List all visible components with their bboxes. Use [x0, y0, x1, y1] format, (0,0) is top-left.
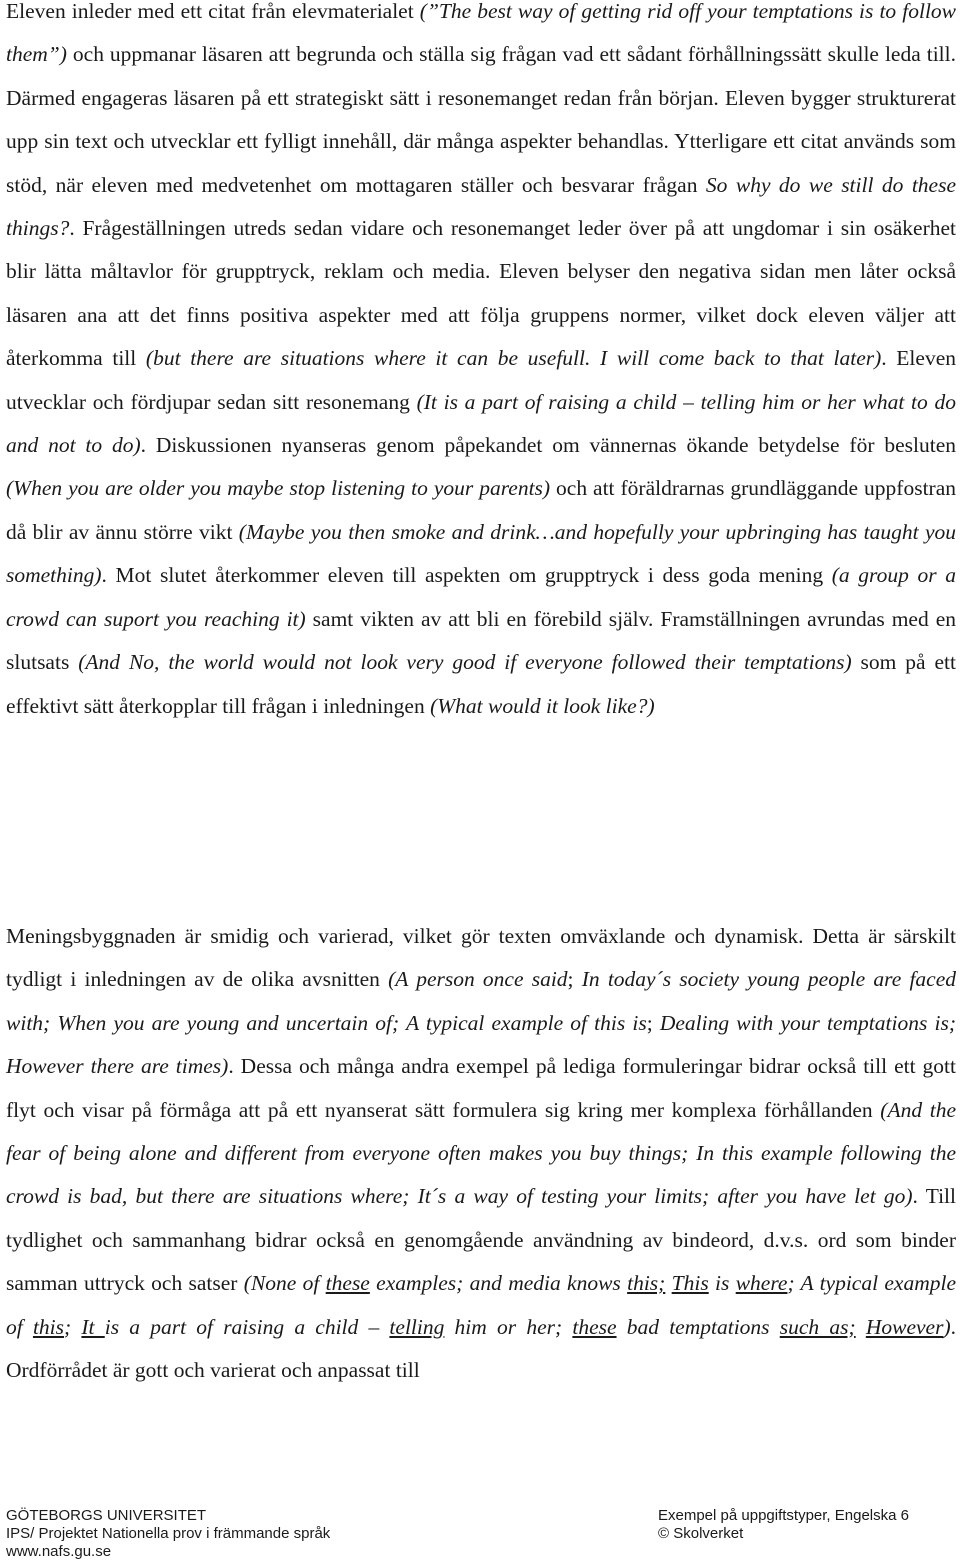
quoted-excerpt: (but there are situations where it can be usefull. I will come back to that later) [145, 346, 882, 371]
quoted-excerpt: (None of [243, 1271, 326, 1296]
body-paragraph-2: Meningsbyggnaden är smidig och varierad, vilket gör texten omväxlande och dynamisk. Detta är särskilt tydligt i inledningen av de olika avsnitten (A person once said; In today´s society young people are faced with; When you are young and uncertain of; A typical example of this is; Dealing with your temptations is; However there are times). Dessa och många andra exempel på lediga formuleringar bidrar också till ett gott flyt och visar på förmåga att på ett nyanserat sätt formulera sig kring mer komplexa förhållanden (And the fear of being alone and different from everyone often makes you buy things; In this example following the crowd is bad, but there are situations where; It´s a way of testing your limits; after you have let go). Till tydlighet och sammanhang bidrar också en genomgående användning av bindeord, d.v.s. ord som binder samman uttryck och satser (None of these examples; and media knows this; This is where; A typical example of this; It is a part of raising a child – telling him or her; these bad temptations such as; However). Ordförrådet är gott och varierat och anpassat till [6, 924, 957, 1383]
quoted-excerpt: So why do we still do these things? [6, 172, 956, 241]
quoted-excerpt: (It is a part of raising a child – telling him or her what to do and not to do) [6, 389, 957, 458]
quoted-excerpt: him or her; [444, 1314, 573, 1339]
footer-right [658, 1507, 909, 1543]
underlined-connective: such as; [779, 1314, 856, 1339]
quoted-excerpt: ; A typical example of [6, 1271, 957, 1339]
underlined-connective: these [572, 1314, 617, 1339]
quoted-excerpt: examples; and media knows [369, 1271, 628, 1296]
underlined-connective: However [865, 1314, 944, 1339]
quoted-excerpt: ; [64, 1314, 82, 1339]
footer-copyright: © Skolverket [658, 1525, 744, 1542]
quoted-excerpt: (”The best way of getting rid off your temptations is to follow them”) [6, 0, 957, 67]
quoted-excerpt: (And the fear of being alone and different from everyone often makes you buy things; In this example following the crowd is bad, but there are situations where; It´s a way of testing your limits; after you have let go) [6, 1097, 956, 1209]
underlined-connective: telling [389, 1314, 445, 1339]
footer-university: GÖTEBORGS UNIVERSITET [6, 1507, 207, 1524]
quoted-excerpt: ) [943, 1314, 951, 1339]
underlined-connective: these [325, 1271, 370, 1296]
quoted-excerpt: (And No, the world would not look very good if everyone followed their temptations) [78, 650, 852, 675]
quoted-excerpt: In today´s society young people are faced with; When you are young and uncertain of; A typical example of this is [6, 967, 956, 1035]
body-paragraph-1: Eleven inleder med ett citat från elevmaterialet (”The best way of getting rid off your temptations is to follow them”) och uppmanar läsaren att begrunda och ställa sig frågan vad ett sådant förhållningssätt skulle leda till. Därmed engageras läsaren på ett strategiskt sätt i resonemanget redan från början. Eleven bygger strukturerat upp sin text och utvecklar ett fylligt innehåll, där många aspekter behandlas. Ytterligare ett citat används som stöd, när eleven med medvetenhet om mottagaren ställer och besvarar frågan So why do we still do these things?. Frågeställningen utreds sedan vidare och resonemanget leder över på att ungdomar i sin osäkerhet blir lätta måltavlor för grupptryck, reklam och media. Eleven belyser den negativa sidan men låter också läsaren ana att det finns positiva aspekter med att följa gruppens normer, vilket dock eleven väljer att återkomma till (but there are situations where it can be usefull. I will come back to that later). Eleven utvecklar och fördjupar sedan sitt resonemang (It is a part of raising a child – telling him or her what to do and not to do). Diskussionen nyanseras genom påpekandet om vännernas ökande betydelse för besluten (When you are older you maybe stop listening to your parents) och att föräldrarnas grundläggande uppfostran då blir av ännu större vikt (Maybe you then smoke and drink…and hopefully your upbringing has taught you something). Mot slutet återkommer eleven till aspekten om grupptryck i dess goda mening (a group or a crowd can suport you reaching it) samt vikten av att bli en förebild själv. Framställningen avrundas med en slutsats (And No, the world would not look very good if everyone followed their temptations) som på ett effektivt sätt återkopplar till frågan i inledningen (What would it look like?) [6, 0, 957, 718]
quoted-excerpt [856, 1315, 866, 1339]
underlined-connective: where [735, 1271, 788, 1296]
underlined-connective: this [32, 1314, 65, 1339]
footer-left [6, 1507, 330, 1561]
quoted-excerpt: bad temptations [616, 1314, 780, 1339]
quoted-excerpt: (a group or a crowd can suport you reaching it) [6, 563, 956, 631]
footer-document-title: Exempel på uppgiftstyper, Engelska 6 [658, 1507, 909, 1524]
underlined-connective: this; [627, 1271, 666, 1296]
page-footer [6, 1507, 956, 1563]
quoted-excerpt: Dealing with your temptations is; However there are times) [6, 1010, 956, 1079]
quoted-excerpt: (A person once said [388, 967, 568, 992]
underlined-connective: It [81, 1314, 105, 1339]
footer-project: IPS/ Projektet Nationella prov i främmande språk [6, 1525, 331, 1542]
quoted-excerpt: (Maybe you then smoke and drink…and hopefully your upbringing has taught you something) [6, 519, 956, 588]
quoted-excerpt: is [708, 1271, 736, 1296]
quoted-excerpt: is a part of raising a child – [104, 1314, 390, 1339]
footer-website: www.nafs.gu.se [6, 1543, 112, 1560]
quoted-excerpt: (When you are older you maybe stop listening to your parents) [6, 476, 551, 501]
quoted-excerpt: (What would it look like?) [430, 693, 655, 718]
underlined-connective: This [671, 1271, 709, 1296]
